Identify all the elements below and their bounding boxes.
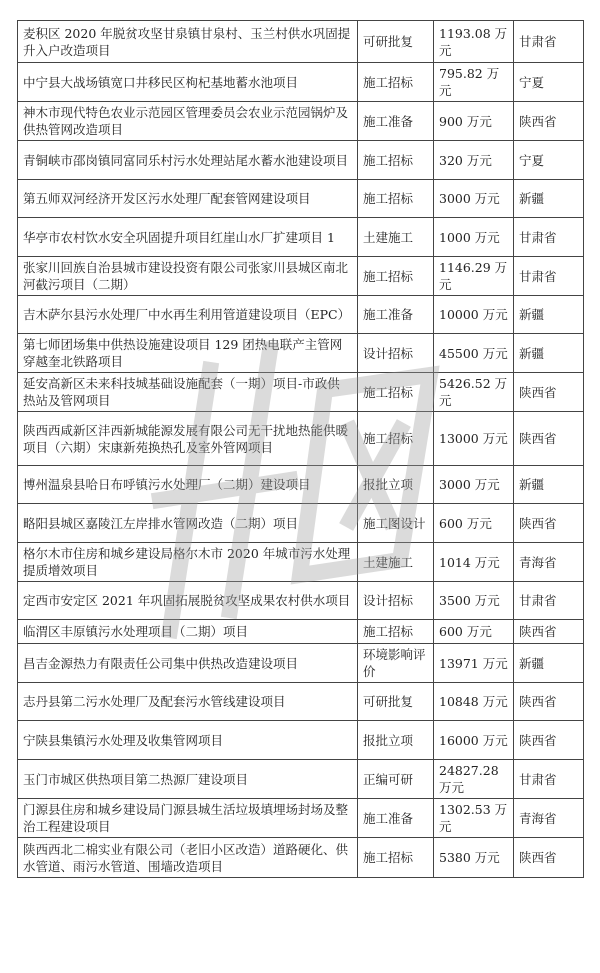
project-province-cell: 新疆	[514, 334, 584, 373]
table-row	[18, 466, 584, 504]
project-investment-cell: 10000 万元	[434, 296, 514, 334]
project-name-cell: 定西市安定区 2021 年巩固拓展脱贫攻坚成果农村供水项目	[18, 582, 358, 620]
project-investment-cell: 1014 万元	[434, 543, 514, 582]
project-investment-cell: 3000 万元	[434, 180, 514, 218]
project-name-cell: 门源县住房和城乡建设局门源县城生活垃圾填埋场封场及整治工程建设项目	[18, 799, 358, 838]
table-row	[18, 412, 584, 466]
table-row	[18, 683, 584, 721]
table-row	[18, 582, 584, 620]
project-stage-cell: 可研批复	[358, 683, 434, 721]
project-name-cell: 张家川回族自治县城市建设投资有限公司张家川县城区南北河截污项目（二期）	[18, 257, 358, 296]
project-stage-cell: 施工准备	[358, 296, 434, 334]
project-stage-cell: 施工招标	[358, 412, 434, 466]
project-investment-cell: 1193.08 万元	[434, 21, 514, 63]
project-investment-cell: 13000 万元	[434, 412, 514, 466]
project-province-cell: 陕西省	[514, 620, 584, 644]
project-name-cell: 临渭区丰原镇污水处理项目（二期）项目	[18, 620, 358, 644]
table-row	[18, 504, 584, 543]
table-row	[18, 180, 584, 218]
project-name-cell: 青铜峡市邵岗镇同富同乐村污水处理站尾水蓄水池建设项目	[18, 141, 358, 180]
project-province-cell: 新疆	[514, 644, 584, 683]
table-row	[18, 760, 584, 799]
project-name-cell: 陕西西北二棉实业有限公司（老旧小区改造）道路硬化、供水管道、雨污水管道、围墙改造项目	[18, 838, 358, 878]
table-row	[18, 799, 584, 838]
project-name-cell: 麦积区 2020 年脱贫攻坚甘泉镇甘泉村、玉兰村供水巩固提升入户改造项目	[18, 21, 358, 63]
table-row	[18, 644, 584, 683]
project-name-cell: 神木市现代特色农业示范园区管理委员会农业示范园锅炉及供热管网改造项目	[18, 102, 358, 141]
project-name-cell: 略阳县城区嘉陵江左岸排水管网改造（二期）项目	[18, 504, 358, 543]
project-province-cell: 陕西省	[514, 838, 584, 878]
project-stage-cell: 施工招标	[358, 63, 434, 102]
project-investment-cell: 24827.28 万元	[434, 760, 514, 799]
table-row	[18, 721, 584, 760]
table-row	[18, 296, 584, 334]
project-name-cell: 第五师双河经济开发区污水处理厂配套管网建设项目	[18, 180, 358, 218]
project-province-cell: 新疆	[514, 466, 584, 504]
table-row	[18, 838, 584, 878]
table-row	[18, 218, 584, 257]
project-name-cell: 博州温泉县哈日布呼镇污水处理厂（二期）建设项目	[18, 466, 358, 504]
project-stage-cell: 土建施工	[358, 543, 434, 582]
project-investment-cell: 5380 万元	[434, 838, 514, 878]
project-province-cell: 甘肃省	[514, 760, 584, 799]
project-stage-cell: 报批立项	[358, 721, 434, 760]
project-stage-cell: 施工准备	[358, 799, 434, 838]
project-province-cell: 新疆	[514, 180, 584, 218]
project-investment-cell: 600 万元	[434, 620, 514, 644]
table-row	[18, 257, 584, 296]
project-stage-cell: 土建施工	[358, 218, 434, 257]
project-province-cell: 陕西省	[514, 412, 584, 466]
table-row	[18, 543, 584, 582]
project-name-cell: 格尔木市住房和城乡建设局格尔木市 2020 年城市污水处理提质增效项目	[18, 543, 358, 582]
table-row	[18, 620, 584, 644]
project-investment-cell: 1146.29 万元	[434, 257, 514, 296]
projects-table	[17, 20, 584, 878]
project-name-cell: 昌吉金源热力有限责任公司集中供热改造建设项目	[18, 644, 358, 683]
project-name-cell: 陕西西咸新区沣西新城能源发展有限公司无干扰地热能供暖项目（六期）宋康新苑换热孔及室外管网项目	[18, 412, 358, 466]
project-investment-cell: 600 万元	[434, 504, 514, 543]
project-stage-cell: 施工招标	[358, 180, 434, 218]
project-name-cell: 宁陕县集镇污水处理及收集管网项目	[18, 721, 358, 760]
project-province-cell: 宁夏	[514, 141, 584, 180]
project-stage-cell: 正编可研	[358, 760, 434, 799]
project-stage-cell: 施工招标	[358, 141, 434, 180]
project-name-cell: 华亭市农村饮水安全巩固提升项目红崖山水厂扩建项目 1	[18, 218, 358, 257]
project-province-cell: 青海省	[514, 799, 584, 838]
project-province-cell: 陕西省	[514, 721, 584, 760]
project-stage-cell: 报批立项	[358, 466, 434, 504]
project-investment-cell: 3000 万元	[434, 466, 514, 504]
project-name-cell: 志丹县第二污水处理厂及配套污水管线建设项目	[18, 683, 358, 721]
project-province-cell: 陕西省	[514, 102, 584, 141]
project-name-cell: 中宁县大战场镇宽口井移民区枸杞基地蓄水池项目	[18, 63, 358, 102]
project-investment-cell: 16000 万元	[434, 721, 514, 760]
project-investment-cell: 5426.52 万元	[434, 373, 514, 412]
table-row	[18, 334, 584, 373]
project-stage-cell: 设计招标	[358, 334, 434, 373]
project-name-cell: 第七师团场集中供热设施建设项目 129 团热电联产主管网穿越奎北铁路项目	[18, 334, 358, 373]
table-row	[18, 102, 584, 141]
project-province-cell: 新疆	[514, 296, 584, 334]
project-stage-cell: 施工准备	[358, 102, 434, 141]
project-province-cell: 陕西省	[514, 683, 584, 721]
projects-table-body	[18, 21, 584, 878]
project-name-cell: 延安高新区未来科技城基础设施配套（一期）项目-市政供热站及管网项目	[18, 373, 358, 412]
project-stage-cell: 环境影响评价	[358, 644, 434, 683]
project-stage-cell: 施工招标	[358, 838, 434, 878]
project-investment-cell: 10848 万元	[434, 683, 514, 721]
project-province-cell: 甘肃省	[514, 582, 584, 620]
project-province-cell: 甘肃省	[514, 218, 584, 257]
project-stage-cell: 施工招标	[358, 257, 434, 296]
project-investment-cell: 13971 万元	[434, 644, 514, 683]
table-row	[18, 63, 584, 102]
project-investment-cell: 1000 万元	[434, 218, 514, 257]
project-investment-cell: 795.82 万元	[434, 63, 514, 102]
table-row	[18, 373, 584, 412]
project-province-cell: 甘肃省	[514, 257, 584, 296]
project-investment-cell: 3500 万元	[434, 582, 514, 620]
project-province-cell: 宁夏	[514, 63, 584, 102]
project-investment-cell: 320 万元	[434, 141, 514, 180]
project-investment-cell: 1302.53 万元	[434, 799, 514, 838]
table-row	[18, 141, 584, 180]
project-stage-cell: 施工招标	[358, 620, 434, 644]
project-stage-cell: 可研批复	[358, 21, 434, 63]
project-investment-cell: 45500 万元	[434, 334, 514, 373]
table-row	[18, 21, 584, 63]
project-stage-cell: 设计招标	[358, 582, 434, 620]
project-province-cell: 青海省	[514, 543, 584, 582]
project-province-cell: 陕西省	[514, 504, 584, 543]
project-province-cell: 甘肃省	[514, 21, 584, 63]
project-name-cell: 吉木萨尔县污水处理厂中水再生利用管道建设项目（EPC）	[18, 296, 358, 334]
project-stage-cell: 施工招标	[358, 373, 434, 412]
project-province-cell: 陕西省	[514, 373, 584, 412]
project-investment-cell: 900 万元	[434, 102, 514, 141]
project-name-cell: 玉门市城区供热项目第二热源厂建设项目	[18, 760, 358, 799]
project-stage-cell: 施工图设计	[358, 504, 434, 543]
